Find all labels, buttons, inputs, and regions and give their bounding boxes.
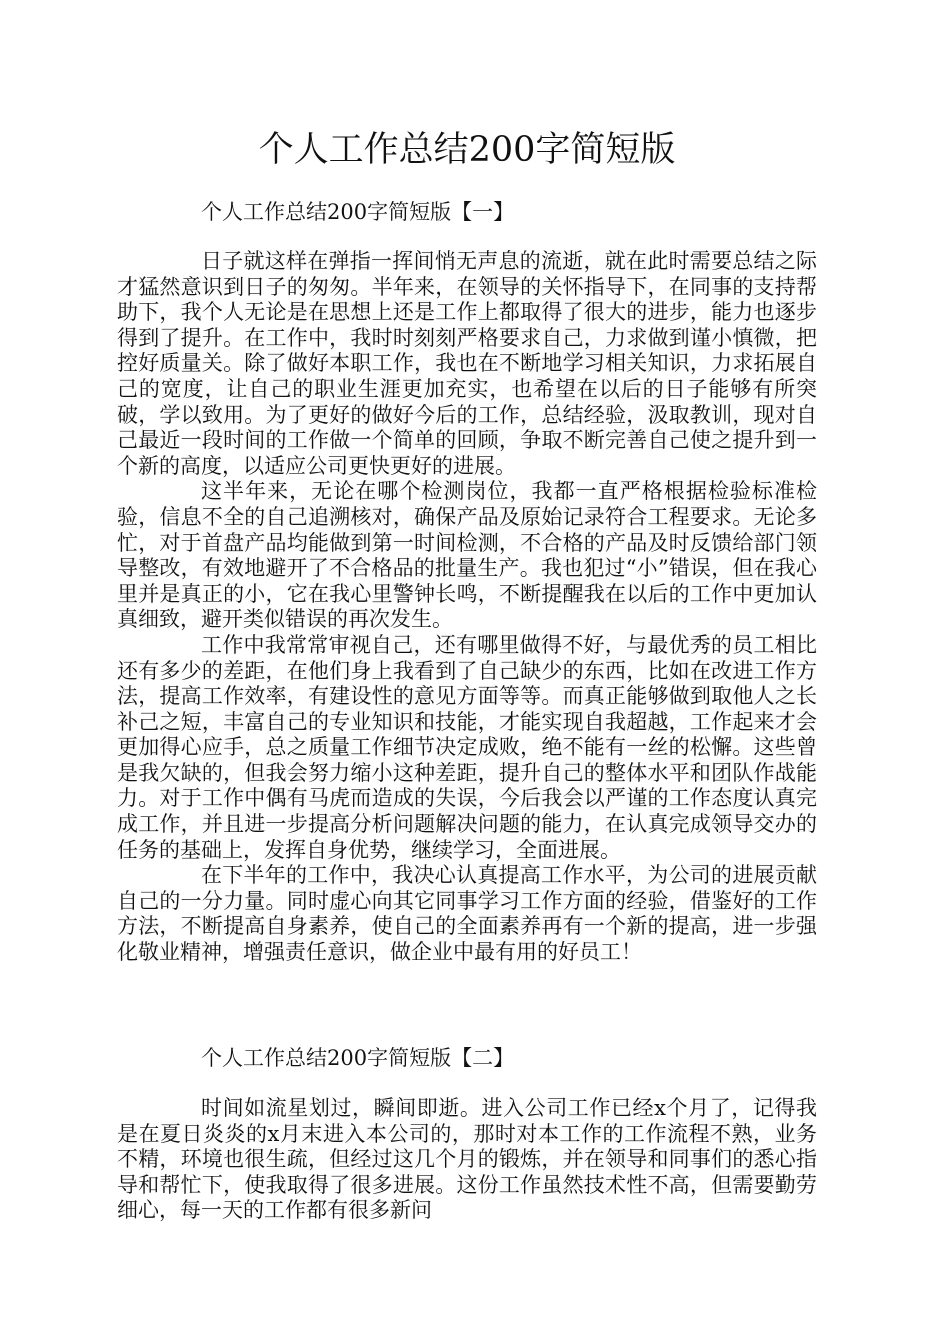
paragraph: 这半年来，无论在哪个检测岗位，我都一直严格根据检验标准检验，信息不全的自己追溯核对，确保产品及原始记录符合工程要求。无论多忙，对于首盘产品均能做到第一时间检测，不合格的产品及时反馈给部门领导整改，有效地避开了不合格品的批量生产。我也犯过“小”错误，但在我心里并是真正的小，它在我心里警钟长鸣，不断提醒我在以后的工作中更加认真细致，避开类似错误的再次发生。 xyxy=(117,479,817,632)
document-title: 个人工作总结200字简短版 xyxy=(258,130,676,170)
paragraph: 日子就这样在弹指一挥间悄无声息的流逝，就在此时需要总结之际才猛然意识到日子的匆匆。半年来，在领导的关怀指导下，在同事的支持帮助下，我个人无论是在思想上还是工作上都取得了很大的进步，能力也逐步得到了提升。在工作中，我时时刻刻严格要求自己，力求做到谨小慎微，把控好质量关。除了做好本职工作，我也在不断地学习相关知识，力求拓展自己的宽度，让自己的职业生涯更加充实，也希望在以后的日子能够有所突破，学以致用。为了更好的做好今后的工作，总结经验，汲取教训，现对自己最近一段时间的工作做一个简单的回顾，争取不断完善自己使之提升到一个新的高度，以适应公司更快更好的进展。 xyxy=(117,249,817,478)
section-heading-1: 个人工作总结200字简短版【一】 xyxy=(201,200,515,224)
section-2-body xyxy=(117,1096,817,1224)
section-1-body xyxy=(117,249,817,966)
paragraph: 在下半年的工作中，我决心认真提高工作水平，为公司的进展贡献自己的一分力量。同时虚心向其它同事学习工作方面的经验，借鉴好的工作方法，不断提高自身素养，使自己的全面素养再有一个新的提高，进一步强化敬业精神，增强责任意识，做企业中最有用的好员工！ xyxy=(117,863,817,965)
paragraph: 工作中我常常审视自己，还有哪里做得不好，与最优秀的员工相比还有多少的差距，在他们身上我看到了自己缺少的东西，比如在改进工作方法，提高工作效率，有建设性的意见方面等等。而真正能够做到取他人之长补己之短，丰富自己的专业知识和技能，才能实现自我超越，工作起来才会更加得心应手，总之质量工作细节决定成败，绝不能有一丝的松懈。这些曾是我欠缺的，但我会努力缩小这种差距，提升自己的整体水平和团队作战能力。对于工作中偶有马虎而造成的失误，今后我会以严谨的工作态度认真完成工作，并且进一步提高分析问题解决问题的能力，在认真完成领导交办的任务的基础上，发挥自身优势，继续学习，全面进展。 xyxy=(117,632,817,862)
section-heading-2: 个人工作总结200字简短版【二】 xyxy=(201,1046,515,1070)
paragraph: 时间如流星划过，瞬间即逝。进入公司工作已经x个月了，记得我是在夏日炎炎的x月末进入本公司的，那时对本工作的工作流程不熟，业务不精，环境也很生疏，但经过这几个月的锻炼，并在领导和同事们的悉心指导和帮忙下，使我取得了很多进展。这份工作虽然技术性不高，但需要勤劳细心，每一天的工作都有很多新问 xyxy=(117,1096,817,1223)
